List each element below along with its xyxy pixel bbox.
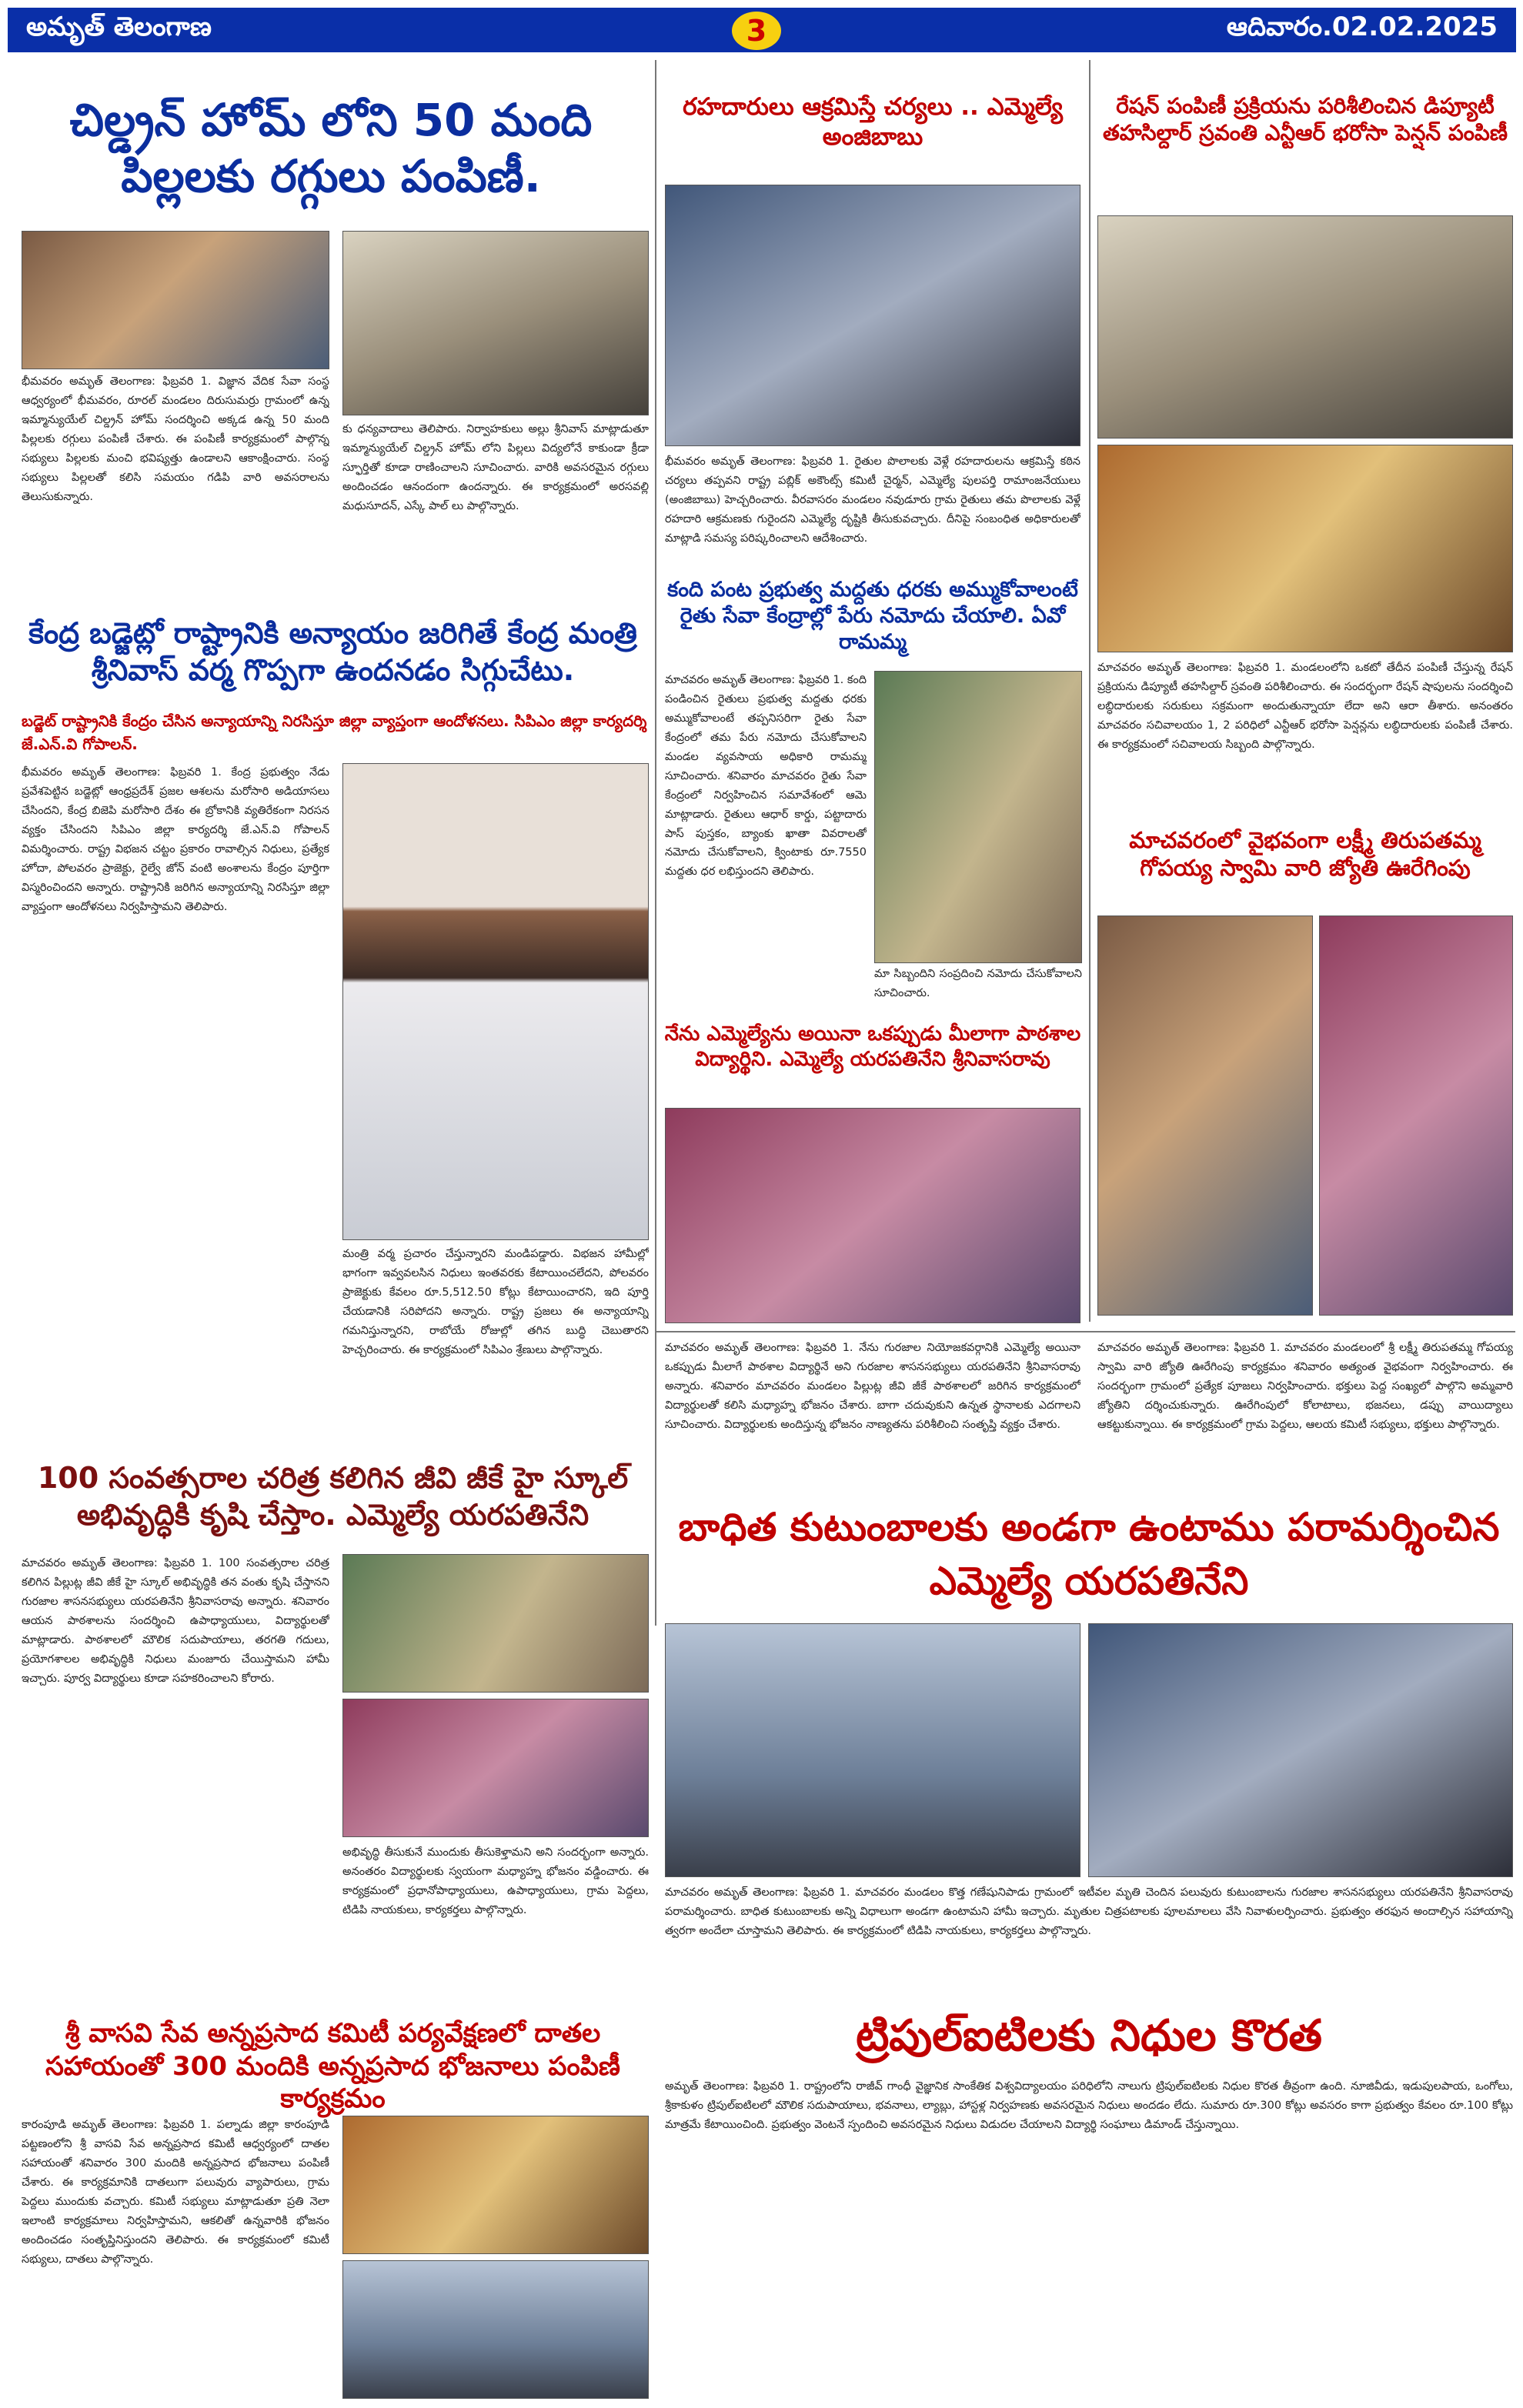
jyothi-body: మాచవరం అమృత్ తెలంగాణ: ఫిబ్రవరి 1. మాచవరం మండలంలో శ్రీ లక్ష్మీ తిరుపతమ్మ గోపయ్య స్వామి వారి జ్యోతి ఊరేగింపు కార్యక్రమం శనివారం అత్యంత వైభవంగా నిర్వహించారు. ఈ సందర్భంగా గ్రామంలో ప్రత్యేక పూజలు నిర్వహించారు. భక్తులు పెద్ద సంఖ్యలో పాల్గొని అమ్మవారి జ్యోతిని దర్శించుకున్నారు. ఊరేగింపులో కోలాటాలు, భజనలు, డప్పు వాయిద్యాలు ఆకట్టుకున్నాయి. ఈ కార్యక్రమంలో గ్రామ పెద్దలు, ఆలయ కమిటీ సభ్యులు, భక్తులు పాల్గొన్నారు. — [1097, 1342, 1513, 1431]
jyothi-headline: మాచవరంలో వైభవంగా లక్ష్మీ తిరుపతమ్మ గోపయ్య స్వామి వారి జ్యోతి ఊరేగింపు — [1129, 827, 1481, 882]
mla-consoling-family-photo — [665, 1623, 1080, 1877]
ration-body: మాచవరం అమృత్ తెలంగాణ: ఫిబ్రవరి 1. మండలంలోని ఒకటో తేదీన పంపిణీ చేస్తున్న రేషన్ ప్రక్రియను డిప్యూటీ తహసిల్దార్ స్రవంతి పరిశీలించారు. ఈ సందర్భంగా రేషన్ షాపులను సందర్శించి లబ్ధిదారులకు సరుకులు సక్రమంగా అందుతున్నాయా లేదా అని ఆరా తీశారు. అనంతరం మాచవరం సచివాలయం 1, 2 పరిధిలో ఎన్టీఆర్ భరోసా పెన్షన్లను లబ్ధిదారులకు పంపిణీ చేశారు. ఈ కార్యక్రమంలో సచివాలయ సిబ్బంది పాల్గొన్నారు. — [1097, 662, 1513, 751]
temple-devotees-photo — [1319, 916, 1513, 1316]
children-with-rugs-photo — [342, 231, 649, 415]
school-meeting-photo — [342, 1554, 649, 1693]
children-home-body-right: కు ధన్యవాదాలు తెలిపారు. నిర్వాహకులు అల్లు శ్రీనివాస్ మాట్లాడుతూ ఇమ్మాన్యుయేల్ చిల్డ్రన్ హోమ్ లోని పిల్లలు విద్యలోనే కాకుండా క్రీడా స్ఫూర్తితో కూడా రాణించాలని సూచించారు. వారికి అవసరమైన రగ్గులు అందించడం ఆనందంగా ఉందన్నారు. ఈ కార్యక్రమంలో అరసవల్లి మధుసూదన్, ఎస్కే పాల్ లు పాల్గొన్నారు. — [342, 423, 649, 512]
column-divider — [1089, 60, 1090, 1322]
school-students-photo — [342, 1699, 649, 1837]
ration-inspection-photo — [1097, 215, 1513, 439]
mla-with-family-photo — [1088, 1623, 1513, 1877]
kandi-body: మాచవరం అమృత్ తెలంగాణ: ఫిబ్రవరి 1. కంది పండించిన రైతులు ప్రభుత్వ మద్దతు ధరకు అమ్ముకోవాలంటే తప్పనిసరిగా రైతు సేవా కేంద్రంలో తమ పేరు నమోదు చేసుకోవాలని మండల వ్యవసాయ అధికారి రామమ్మ సూచించారు. శనివారం మాచవరం రైతు సేవా కేంద్రంలో నిర్వహించిన సమావేశంలో ఆమె మాట్లాడారు. రైతులు ఆధార్ కార్డు, పట్టాదారు పాస్ పుస్తకం, బ్యాంకు ఖాతా వివరాలతో నమోదు చేసుకోవాలని, క్వింటాకు రూ.7550 మద్దతు ధర లభిస్తుందని తెలిపారు. — [665, 674, 867, 879]
school-headline: 100 సంవత్సరాల చరిత్ర కలిగిన జీవి జీకే హై స్కూల్ అభివృద్ధికి కృషి చేస్తాం. ఎమ్మెల్యే యరపతినేని — [37, 1461, 629, 1532]
issue-date: ఆదివారం.02.02.2025 — [1226, 12, 1498, 42]
annadanam-headline: శ్రీ వాసవి సేవ అన్నప్రసాద కమిటీ పర్యవేక్షణలో దాతల సహాయంతో 300 మందికి అన్నప్రసాద భోజనాలు పంపిణీ కార్యక్రమం — [45, 2018, 620, 2114]
children-home-headline: చిల్డ్రన్ హోమ్ లోని 50 మంది పిల్లలకు రగ్గులు పంపిణీ. — [69, 94, 593, 202]
mla-student-body: మాచవరం అమృత్ తెలంగాణ: ఫిబ్రవరి 1. నేను గురజాల నియోజకవర్గానికి ఎమ్మెల్యే అయినా ఒకప్పుడు మీలాగే పాఠశాల విద్యార్థినే అని గురజాల శాసనసభ్యులు యరపతినేని శ్రీనివాసరావు అన్నారు. శనివారం మాచవరం మండలం పిల్లుట్ల జీవి జీకే పాఠశాలలో జరిగిన కార్యక్రమంలో విద్యార్థులతో కలిసి మధ్యాహ్న భోజనం చేశారు. బాగా చదువుకుని ఉన్నత స్థానాలకు ఎదగాలని సూచించారు. విద్యార్థులకు అందిస్తున్న భోజనం నాణ్యతను పరిశీలించి సంతృప్తి వ్యక్తం చేశారు. — [665, 1342, 1080, 1431]
newspaper-title: అమృత్ తెలంగాణ — [26, 12, 212, 42]
children-home-body-left: భీమవరం అమృత్ తెలంగాణ: ఫిబ్రవరి 1. విజ్ఞాన వేదిక సేవా సంస్థ ఆధ్వర్యంలో భీమవరం, రూరల్ మండలం దిరుసుమర్రు గ్రామంలో ఉన్న ఇమ్మాన్యుయేల్ చిల్డ్రన్ హోమ్ సందర్శించి అక్కడ ఉన్న 50 మంది పిల్లలకు రగ్గులు పంపిణీ చేశారు. ఈ పంపిణీ కార్యక్రమంలో పాల్గొన్న సభ్యులు పిల్లలకు మంచి భవిష్యత్తు ఉండాలని ఆకాంక్షించారు. సంస్థ సభ్యులు పిల్లలతో కలిసి సమయం గడిపి వారి అవసరాలను తెలుసుకున్నారు. — [22, 375, 329, 503]
page-number-badge: 3 — [730, 9, 783, 52]
jyothi-procession-photo — [1097, 916, 1313, 1316]
pension-distribution-photo — [1097, 445, 1513, 652]
triple-it-body: అమృత్ తెలంగాణ: ఫిబ్రవరి 1. రాష్ట్రంలోని రాజీవ్ గాంధీ వైజ్ఞానిక సాంకేతిక విశ్వవిద్యాలయం పరిధిలోని నాలుగు ట్రిపుల్ఐటిలకు నిధుల కొరత తీవ్రంగా ఉంది. నూజివీడు, ఇడుపులపాయ, ఒంగోలు, శ్రీకాకుళం ట్రిపుల్ఐటిలలో మౌలిక సదుపాయాలు, భవనాలు, ల్యాబ్లు, హాస్టళ్ల నిర్వహణకు అవసరమైన నిధులు అందడం లేదు. సుమారు రూ.300 కోట్లు అవసరం కాగా ప్రభుత్వం కేవలం రూ.100 కోట్లు మాత్రమే కేటాయించింది. ప్రభుత్వం వెంటనే స్పందించి అవసరమైన నిధులు విడుదల చేయాలని విద్యార్థి సంఘాలు డిమాండ్ చేస్తున్నాయి. — [665, 2080, 1513, 2131]
annadanam-body: కారంపూడి అమృత్ తెలంగాణ: ఫిబ్రవరి 1. పల్నాడు జిల్లా కారంపూడి పట్టణంలోని శ్రీ వాసవి సేవ అన్నప్రసాద కమిటీ ఆధ్వర్యంలో దాతల సహాయంతో శనివారం 300 మందికి అన్నప్రసాద భోజనాలు పంపిణీ చేశారు. ఈ కార్యక్రమానికి దాతలుగా పలువురు వ్యాపారులు, గ్రామ పెద్దలు ముందుకు వచ్చారు. కమిటీ సభ్యులు మాట్లాడుతూ ప్రతి నెలా ఇలాంటి కార్యక్రమాలు నిర్వహిస్తామని, ఆకలితో ఉన్నవారికి భోజనం అందించడం సంతృప్తినిస్తుందని తెలిపారు. ఈ కార్యక్రమంలో కమిటీ సభ్యులు, దాతలు పాల్గొన్నారు. — [22, 2119, 329, 2266]
budget-headline: కేంద్ర బడ్జెట్లో రాష్ట్రానికి అన్యాయం జరిగితే కేంద్ర మంత్రి శ్రీనివాస్ వర్మ గొప్పగా ఉందనడం సిగ్గుచేటు. — [28, 616, 637, 687]
mla-anjibabu-photo — [665, 185, 1080, 446]
ao-ramamma-photo — [874, 671, 1082, 963]
kandi-caption: మా సిబ్బందిని సంప్రదించి నమోదు చేసుకోవాలని సూచించారు. — [874, 968, 1082, 999]
triple-it-headline: ట్రిపుల్ఐటిలకు నిధుల కొరత — [856, 2011, 1322, 2061]
mla-eating-with-students-photo — [665, 1108, 1080, 1323]
kandi-headline: కంది పంట ప్రభుత్వ మద్దతు ధరకు అమ్ముకోవాలంటే రైతు సేవా కేంద్రాల్లో పేరు నమోదు చేయాలి. ఏవో రామమ్మ — [667, 578, 1078, 654]
families-headline: బాధిత కుటుంబాలకు అండగా ఉంటాము పరామర్శించిన ఎమ్మెల్యే యరపతినేని — [678, 1505, 1500, 1603]
families-body: మాచవరం అమృత్ తెలంగాణ: ఫిబ్రవరి 1. మాచవరం మండలం కొత్త గణేషునిపాడు గ్రామంలో ఇటీవల మృతి చెందిన పలువురు కుటుంబాలను గురజాల శాసనసభ్యులు యరపతినేని శ్రీనివాసరావు పరామర్శించారు. బాధిత కుటుంబాలకు అన్ని విధాలుగా అండగా ఉంటామని హామీ ఇచ్చారు. మృతుల చిత్రపటాలకు పూలమాలలు వేసి నివాళులర్పించారు. ప్రభుత్వం తరఫున అందాల్సిన సహాయాన్ని త్వరగా అందేలా చూస్తామని తెలిపారు. ఈ కార్యక్రమంలో టిడిపి నాయకులు, కార్యకర్తలు పాల్గొన్నారు. — [665, 1886, 1513, 1937]
encroach-body: భీమవరం అమృత్ తెలంగాణ: ఫిబ్రవరి 1. రైతుల పొలాలకు వెళ్లే రహదారులను ఆక్రమిస్తే కఠిన చర్యలు తప్పవని రాష్ట్ర పబ్లిక్ అకౌంట్స్ కమిటీ చైర్మన్, ఎమ్మెల్యే పులపర్తి రామాంజనేయులు (అంజిబాబు) హెచ్చరించారు. వీరవాసరం మండలం నవుడూరు గ్రామ రైతులు తమ పొలాలకు వెళ్లే రహదారి ఆక్రమణకు గురైందని ఎమ్మెల్యే దృష్టికి తీసుకువచ్చారు. దీనిపై సంబంధిత అధికారులతో మాట్లాడి సమస్య పరిష్కరించాలని ఆదేశించారు. — [665, 455, 1080, 545]
ration-headline: రేషన్ పంపిణీ ప్రక్రియను పరిశీలించిన డిప్యూటీ తహసిల్దార్ స్రవంతి ఎన్టీఆర్ భరోసా పెన్షన్ పంపిణీ — [1103, 93, 1508, 145]
budget-body-right: మంత్రి వర్మ ప్రచారం చేస్తున్నారని మండిపడ్డారు. విభజన హామీల్లో భాగంగా ఇవ్వవలసిన నిధులు ఇంతవరకు కేటాయించలేదని, పోలవరం ప్రాజెక్టుకు కేవలం రూ.5,512.50 కోట్లు కేటాయించారని, ఇది పూర్తి చేయడానికి సరిపోదని అన్నారు. రాష్ట్ర ప్రజలు ఈ అన్యాయాన్ని గమనిస్తున్నారని, రాబోయే రోజుల్లో తగిన బుద్ధి చెబుతారని హెచ్చరించారు. ఈ కార్యక్రమంలో సిపిఎం శ్రేణులు పాల్గొన్నారు. — [342, 1248, 649, 1356]
mla-student-headline: నేను ఎమ్మెల్యేను అయినా ఒకప్పుడు మీలాగా పాఠశాల విద్యార్థిని. ఎమ్మెల్యే యరపతినేని శ్రీనివాసరావు — [664, 1022, 1081, 1071]
section-divider — [655, 1331, 1515, 1332]
encroach-headline: రహదారులు ఆక్రమిస్తే చర్యలు .. ఎమ్మెల్యే అంజిబాబు — [683, 93, 1063, 151]
food-distribution-photo — [342, 2260, 649, 2399]
food-vessels-photo — [342, 2116, 649, 2254]
rugs-distribution-photo — [22, 231, 329, 369]
school-body-left: మాచవరం అమృత్ తెలంగాణ: ఫిబ్రవరి 1. 100 సంవత్సరాల చరిత్ర కలిగిన పిల్లుట్ల జీవి జీకే హై స్కూల్ అభివృద్ధికి తన వంతు కృషి చేస్తానని గురజాల శాసనసభ్యులు యరపతినేని శ్రీనివాసరావు అన్నారు. శనివారం ఆయన పాఠశాలను సందర్శించి ఉపాధ్యాయులు, విద్యార్థులతో మాట్లాడారు. పాఠశాలలో మౌలిక సదుపాయాలు, తరగతి గదులు, ప్రయోగశాలల అభివృద్ధికి నిధులు మంజూరు చేయిస్తామని హామీ ఇచ్చారు. పూర్వ విద్యార్థులు కూడా సహకరించాలని కోరారు. — [22, 1557, 329, 1685]
budget-subheadline: బడ్జెట్ రాష్ట్రానికి కేంద్రం చేసిన అన్యాయాన్ని నిరసిస్తూ జిల్లా వ్యాప్తంగా ఆందోళనలు. సిపిఎం జిల్లా కార్యదర్శి జే.ఎన్.వి గోపాలన్. — [22, 712, 647, 753]
column-divider — [655, 60, 656, 1626]
budget-body-left: భీమవరం అమృత్ తెలంగాణ: ఫిబ్రవరి 1. కేంద్ర ప్రభుత్వం నేడు ప్రవేశపెట్టిన బడ్జెట్లో ఆంధ్రప్రదేశ్ ప్రజల ఆశలను మరోసారి అడియాసలు చేసిందని, కేంద్ర బిజెపి మరోసారి దేశం ఈ బ్రోకానికి వ్యతిరేకంగా నిరసన వ్యక్తం చేసిందని సిపిఎం జిల్లా కార్యదర్శి జే.ఎన్.వి గోపాలన్ విమర్శించారు. రాష్ట్ర విభజన చట్టం ప్రకారం రావాల్సిన నిధులు, ప్రత్యేక హోదా, పోలవరం ప్రాజెక్టు, రైల్వే జోన్ వంటి అంశాలను కేంద్రం పూర్తిగా విస్మరించిందని అన్నారు. రాష్ట్రానికి జరిగిన అన్యాయాన్ని నిరసిస్తూ జిల్లా వ్యాప్తంగా ఆందోళనలు నిర్వహిస్తామని తెలిపారు. — [22, 766, 329, 913]
school-body-right: అభివృద్ధి తీసుకునే ముందుకు తీసుకెళ్తామని అని సందర్భంగా అన్నారు. అనంతరం విద్యార్థులకు స్వయంగా మధ్యాహ్న భోజనం వడ్డించారు. ఈ కార్యక్రమంలో ప్రధానోపాధ్యాయులు, ఉపాధ్యాయులు, గ్రామ పెద్దలు, టిడిపి నాయకులు, కార్యకర్తలు పాల్గొన్నారు. — [342, 1846, 649, 1916]
gopalan-portrait-photo — [342, 763, 649, 1240]
